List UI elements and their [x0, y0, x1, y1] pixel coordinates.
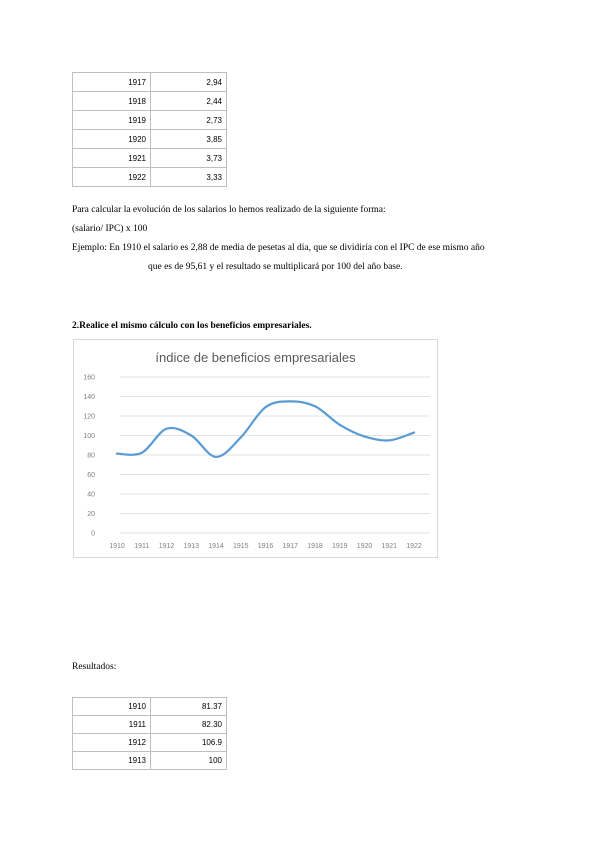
y-tick-label: 40 — [87, 491, 95, 499]
data-point — [339, 424, 341, 426]
y-tick-label: 80 — [87, 452, 95, 460]
x-tick-label: 1919 — [331, 543, 348, 550]
value-cell: 3,33 — [151, 168, 227, 187]
value-cell: 2,94 — [151, 73, 227, 92]
table-row — [73, 130, 227, 149]
value-cell: 106.9 — [151, 734, 227, 752]
data-point — [240, 436, 242, 438]
x-tick-label: 1912 — [158, 543, 175, 550]
formula-text: (salario/ IPC) x 100 — [72, 224, 148, 234]
data-point — [190, 434, 192, 436]
data-point — [116, 453, 118, 455]
data-point — [165, 428, 167, 430]
y-tick-label: 60 — [87, 472, 95, 479]
chart-title: índice de beneficios empresariales — [155, 350, 356, 365]
chart-svg — [74, 340, 437, 557]
intro-paragraph: Para calcular la evolución de los salarios lo hemos realizado de la siguiente forma: — [72, 205, 386, 215]
y-tick-label: 100 — [83, 433, 95, 440]
x-tick-label: 1913 — [183, 543, 200, 550]
data-point — [363, 435, 365, 437]
year-cell: 1913 — [73, 752, 151, 770]
year-cell: 1920 — [73, 130, 151, 149]
table-row — [73, 92, 227, 111]
y-tick-label: 20 — [87, 511, 95, 518]
data-point — [215, 456, 217, 458]
table-row — [73, 149, 227, 168]
results-label: Resultados: — [72, 662, 117, 672]
value-cell: 2,73 — [151, 111, 227, 130]
data-point — [141, 452, 143, 454]
y-tick-label: 140 — [83, 394, 95, 401]
y-tick-label: 120 — [83, 413, 95, 421]
year-cell: 1918 — [73, 92, 151, 111]
x-tick-label: 1914 — [208, 543, 224, 550]
year-cell: 1910 — [73, 698, 151, 716]
x-tick-label: 1917 — [282, 543, 299, 550]
data-point — [314, 405, 316, 407]
data-point — [388, 439, 390, 441]
example-paragraph-continuation: que es de 95,61 y el resultado se multiplicará por 100 del año base. — [148, 262, 403, 272]
year-cell: 1921 — [73, 149, 151, 168]
x-tick-label: 1920 — [356, 543, 373, 550]
x-tick-label: 1922 — [406, 543, 422, 550]
data-point — [264, 406, 266, 408]
year-cell: 1912 — [73, 734, 151, 752]
section-heading: 2.Realice el mismo cálculo con los beneficios empresariales. — [72, 321, 312, 331]
x-tick-label: 1910 — [109, 543, 125, 550]
value-cell: 3,85 — [151, 130, 227, 149]
table-row — [73, 752, 227, 770]
x-tick-label: 1918 — [307, 543, 323, 550]
table-row — [73, 734, 227, 752]
table-row — [73, 111, 227, 130]
series-line — [117, 401, 414, 457]
year-cell: 1919 — [73, 111, 151, 130]
table-row — [73, 716, 227, 734]
x-tick-label: 1915 — [232, 543, 249, 550]
x-tick-label: 1921 — [381, 543, 398, 550]
value-cell: 82.30 — [151, 716, 227, 734]
data-point — [413, 431, 415, 433]
value-cell: 3,73 — [151, 149, 227, 168]
table-row — [73, 698, 227, 716]
results-table — [72, 697, 227, 770]
year-cell: 1917 — [73, 73, 151, 92]
y-tick-label: 160 — [83, 374, 95, 382]
y-tick-label: 0 — [91, 530, 95, 538]
x-tick-label: 1911 — [134, 543, 150, 550]
x-tick-label: 1916 — [257, 543, 274, 550]
salary-table — [72, 72, 227, 187]
table-row — [73, 73, 227, 92]
example-paragraph: Ejemplo: En 1910 el salario es 2,88 de media de pesetas al día, que se dividiría con el IPC de ese mismo año — [72, 243, 485, 253]
year-cell: 1911 — [73, 716, 151, 734]
year-cell: 1922 — [73, 168, 151, 187]
data-point — [289, 400, 291, 402]
value-cell: 100 — [151, 752, 227, 770]
profit-index-chart — [73, 339, 438, 558]
value-cell: 2,44 — [151, 92, 227, 111]
table-row — [73, 168, 227, 187]
value-cell: 81.37 — [151, 698, 227, 716]
